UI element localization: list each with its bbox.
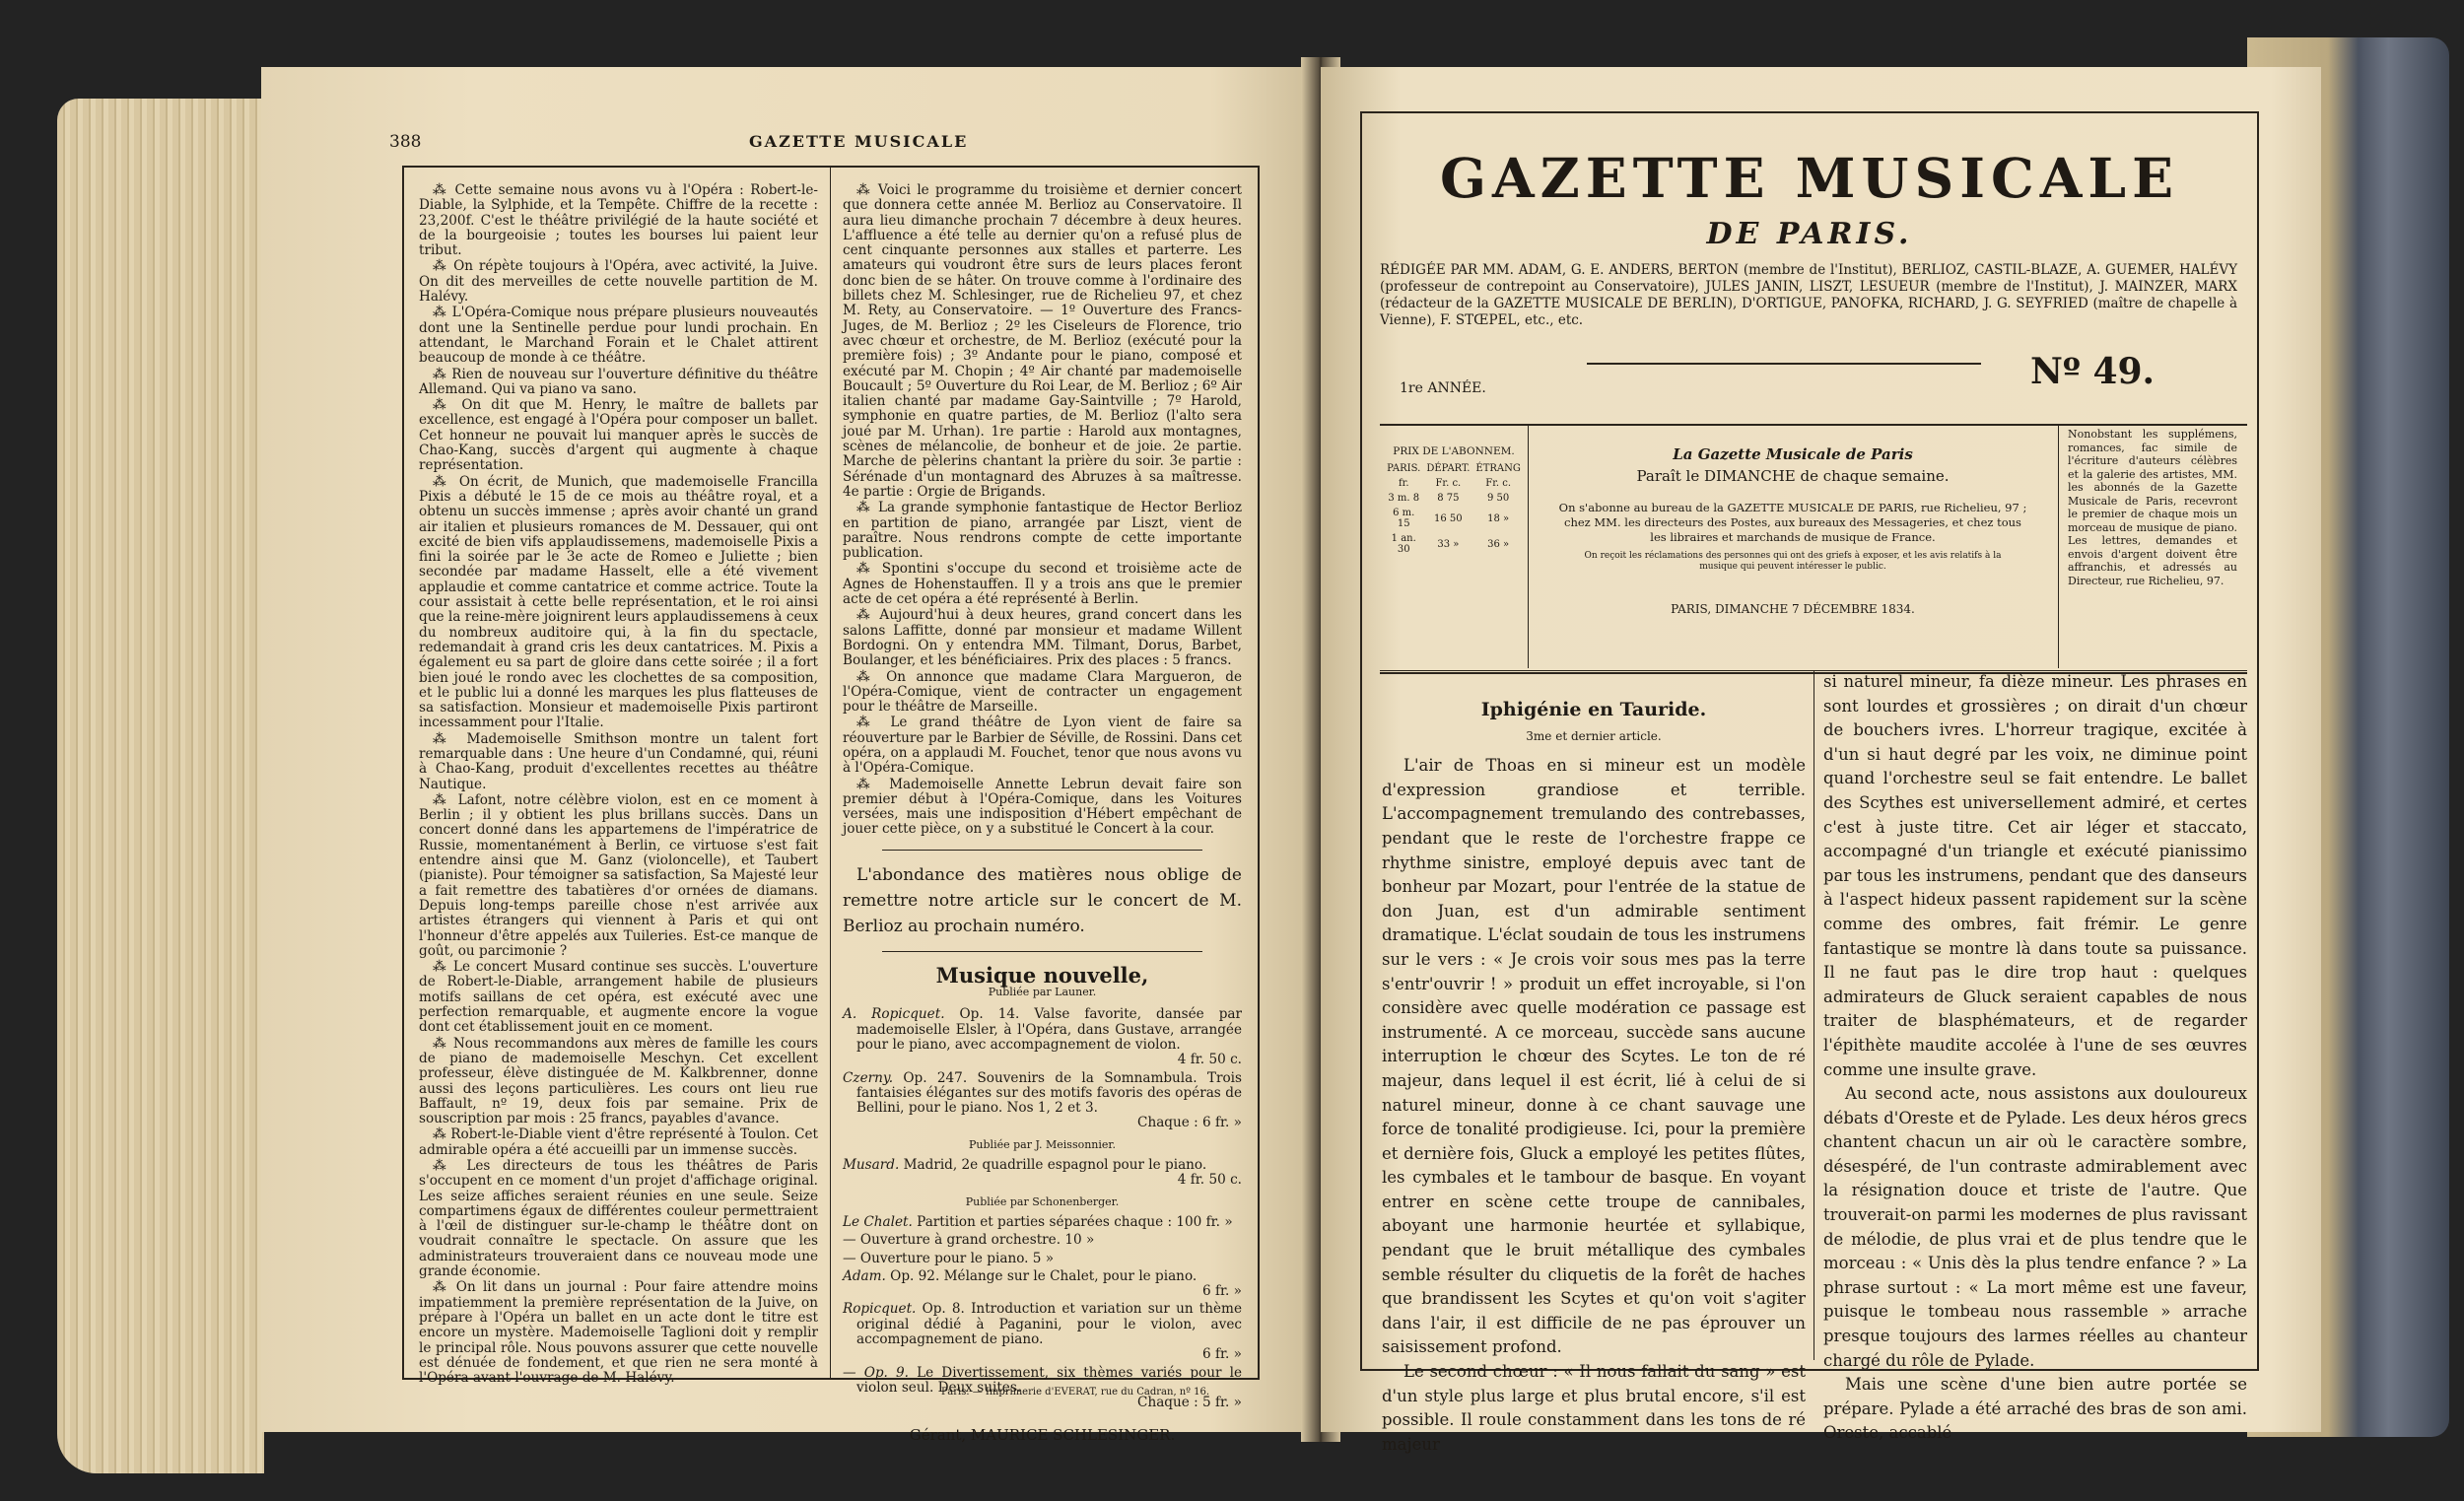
news-item: ⁂ Cette semaine nous avons vu à l'Opéra : Robert-le-Diable, la Sylphide, et la Tempête. Chiffre de la recette : 23,200f. C'est le théâtre privilégié de la haute société et de la bourgeoisie ; toutes les bourses lui paient leur tribut. — [419, 182, 818, 259]
news-item: ⁂ L'Opéra-Comique nous prépare plusieurs nouveautés dont une la Sentinelle perdue pour lundi prochain. En attendant, le Marchand Forain et le Chalet attirent beaucoup de monde à ce théâtre. — [419, 305, 818, 367]
divider — [882, 951, 1202, 952]
news-item: ⁂ On dit que M. Henry, le maître de ballets par excellence, est engagé à l'Opéra pour composer un ballet. Cet honneur ne pouvait lui manquer après le succès de Chao-Kang, succès d'argent qui augmente à chaque représentation. — [419, 397, 818, 474]
column-rule — [830, 166, 831, 1380]
imprint-line: Paris. — Imprimerie d'EVERAT, rue du Cadran, nº 16. — [941, 1387, 1210, 1398]
prices-unit: fr. — [1398, 478, 1409, 489]
supplements-note: Nonobstant les supplémens, romances, fac simile de l'écriture d'auteurs célèbres et la galerie des artistes, MM. les abonnés de la Gazette Musicale de Paris, recevront le premier de chaque mois un morceau de musique de piano. Les lettres, demandes et envois d'argent doivent être affranchis, et adressés au Directeur, rue Richelieu, 97. — [2068, 428, 2237, 587]
prices-cell: 33 » — [1437, 538, 1460, 550]
publication-info — [1528, 426, 2059, 668]
prices-col-header: DÉPART. — [1426, 463, 1471, 474]
prices-col-header: PARIS. — [1387, 463, 1421, 474]
news-column-1 — [419, 182, 818, 1387]
reclamations-note: On reçoit les réclamations des personnes qui ont des griefs à exposer, et les avis relatifs à la musique qui peuvent intéresser le public. — [1584, 551, 2002, 572]
editors-list: RÉDIGÉE PAR MM. ADAM, G. E. ANDERS, BERTON (membre de l'Institut), BERLIOZ, CASTIL-BLAZE, A. GUEMER, HALÉVY (professeur de contrepoint au Conservatoire), JULES JANIN, LISZT, LESUEUR (membre de l'Institut), J. MAINZER, MARX (rédacteur de la GAZETTE MUSICALE DE BERLIN), D'ORTIGUE, PANOFKA, RICHARD, J. G. SEYFRIED (maître de chapelle à Vienne), F. STŒPEL, etc., etc. — [1380, 262, 2237, 328]
news-item: ⁂ Lafont, notre célèbre violon, est en ce moment à Berlin ; il y obtient les plus brillans succès. Dans un concert donné dans les appartemens de l'impératrice de Russie, momentanément à Berlin, ce virtuose s'est fait entendre ainsi que M. Ganz (violoncelle), et Taubert (pianiste). Pour témoigner sa satisfaction, Sa Majesté leur a fait remettre des tabatières d'or ornées de diamans. Depuis long-temps pareille chose n'est arrivée aux artistes étrangers qui viennent à Paris et qui ont l'honneur d'être appelés aux Tuileries. Est-ce manque de goût, ou parcimonie ? — [419, 791, 818, 959]
issue-date: PARIS, DIMANCHE 7 DÉCEMBRE 1834. — [1671, 602, 1915, 616]
prices-cell: 1 an. 30 — [1391, 533, 1416, 555]
article-column-1 — [1382, 698, 1806, 1454]
news-item: ⁂ Nous recommandons aux mères de famille les cours de piano de mademoiselle Meschyn. Cet excellent professeur, élève distinguée de M. Kalkbrenner, donne aussi des leçons particulières. Les cours ont lieu rue Baffault, nº 19, deux fois par semaine. Prix de souscription par mois : 25 francs, payables d'avance. — [419, 1035, 818, 1127]
music-listing: — Op. 9. Le Divertissement, six thèmes variés pour le violon seul. Deux suites. Chaque : 5 fr. » — [843, 1364, 1242, 1411]
news-item: ⁂ Les directeurs de tous les théâtres de Paris s'occupent en ce moment d'un projet d'affichage original. Les seize affiches seraient réunies en une seule. Seize compartimens égaux de différentes couleur permettraient à l'œil de distinguer sur-le-champ le théâtre dont on voudrait connaître le spectacle. On assure que les administrateurs trouveraient dans ce nouveau mode une grande économie. — [419, 1158, 818, 1280]
article-column-2 — [1823, 670, 2247, 1443]
volume-year: 1re ANNÉE. — [1400, 380, 1486, 396]
news-item: ⁂ Mademoiselle Smithson montre un talent fort remarquable dans : Une heure d'un Condamné, qui, réuni à Chao-Kang, produit d'excellentes recettes au théâtre Nautique. — [419, 730, 818, 792]
article-paragraph: Mais une scène d'une bien autre portée se prépare. Pylade a été arraché des bras de son ami. Oreste, accablé — [1823, 1375, 2247, 1443]
gerant-signature: Gérant, MAURICE SCHLESINGER. — [909, 1426, 1176, 1445]
music-listing: Ropicquet. Op. 8. Introduction et variation sur un thème original dédié à Paganini, pour le violon, avec accompagnement de piano. 6 fr. » — [843, 1301, 1242, 1363]
news-item: ⁂ Mademoiselle Annette Lebrun devait faire son premier début à l'Opéra-Comique, dans les Voitures versées, mais une indisposition d'Hébert empêchant de jouer cette pièce, on y a substitué le Concert à la cour. — [843, 776, 1242, 838]
prices-cell: 3 m. 8 — [1388, 493, 1420, 504]
news-item: ⁂ On écrit, de Munich, que mademoiselle Francilla Pixis a débuté le 15 de ce mois au théâtre royal, et a obtenu un succès immense ; après avoir chanté un grand air italien et plusieurs romances de M. Dessauer, qui ont excité de bien vifs applaudissemens, mademoiselle Pixis a fini la soirée par le 3e acte de Romeo e Juliette ; bien secondée par madame Hasselt, elle a été vivement applaudie et comme cantatrice et comme actrice. Toute la cour assistait à cette belle représentation, et le roi ainsi que la reine-mère joignirent leurs applaudissemens à ceux du nombreux auditoire qui, à la fin du spectacle, redemandait à grand cris les deux cantatrices. M. Pixis a également eu sa part de gloire dans cette soirée ; il a fort bien joué le rondo avec les clochettes de sa composition, et le public lui a donné les marques les plus flatteuses de sa satisfaction. Monsieur et mademoiselle Pixis partiront incessamment pour l'Italie. — [419, 473, 818, 731]
news-item: ⁂ Aujourd'hui à deux heures, grand concert dans les salons Laffitte, donné par monsieur et madame Willent Bordogni. On y entendra MM. Tilmant, Dorus, Barbet, Boulanger, et les bénéficiaires. Prix des places : 5 francs. — [843, 607, 1242, 669]
page-number: 388 — [389, 132, 422, 152]
music-listing: A. Ropicquet. Op. 14. Valse favorite, dansée par mademoiselle Elsler, à l'Opéra, dans Gustave, arrangée pour le piano, avec accompagnement de violon. 4 fr. 50 c. — [843, 1006, 1242, 1068]
prices-cell: 9 50 — [1487, 493, 1510, 504]
subscription-prices — [1380, 426, 1529, 668]
music-listing: — Ouverture pour le piano. 5 » — [843, 1250, 1055, 1266]
right-page — [1321, 67, 2321, 1454]
article-paragraph: si naturel mineur, fa dièze mineur. Les phrases en sont lourdes et grossières ; on dirait d'un chœur de bouchers ivres. L'horreur tragique, excitée à d'un si haut degré par les voix, ne diminue point quand l'orchestre seul se fait entendre. Le ballet des Scythes est universellement admiré, et certes c'est à juste titre. Cet air léger et staccato, accompagné d'un triangle et exécuté pianissimo par tous les instrumens, pendant que des danseurs à l'aspect hideux passent rapidement sur la scène comme des ombres, fait frémir. Le genre fantastique se montre là dans toute sa puissance. Il ne faut pas le dire trop haut : quelques admirateurs de Gluck seraient capables de nous traiter de blasphémateurs, et de regarder l'épithète maudite accolée à l'une de ses œuvres comme une insulte grave. — [1823, 672, 2247, 1079]
music-listing: Czerny. Op. 247. Souvenirs de la Somnambula. Trois fantaisies élégantes sur des motifs favoris des opéras de Bellini, pour le piano. Nos 1, 2 et 3. Chaque : 6 fr. » — [843, 1069, 1242, 1131]
publisher-line: Publiée par Launer. — [988, 986, 1097, 999]
left-page — [261, 67, 1316, 1445]
publisher-line: Publiée par Schonenberger. — [965, 1194, 1120, 1208]
prices-table — [1384, 461, 1524, 557]
news-item: ⁂ Spontini s'occupe du second et troisième acte de Agnes de Hohenstauffen. Il y a trois ans que le premier acte de cet opéra a été représenté à Berlin. — [843, 561, 1242, 608]
article-title: Iphigénie en Tauride. — [1480, 699, 1707, 720]
news-item: ⁂ On lit dans un journal : Pour faire attendre moins impatiemment la première représentation de la Juive, on prépare à l'Opéra un ballet en un acte dont le titre est encore un mystère. Mademoiselle Taglioni doit y remplir le principal rôle. Nous pouvons assurer que cette nouvelle est dénuée de fondement, et que rien ne sera monté à l'Opéra avant l'ouvrage de M. Halévy. — [419, 1279, 818, 1387]
news-item: ⁂ Rien de nouveau sur l'ouverture définitive du théâtre Allemand. Qui va piano va sano. — [419, 366, 818, 397]
article-paragraph: Au second acte, nous assistons aux douloureux débats d'Oreste et de Pylade. Les deux héros grecs chantent chacun un air où le caractère sombre, désespéré, de l'un contraste admirablement avec la résignation douce et triste de l'autre. Que trouverait-on parmi les modernes de plus ravissant de mélodie, de plus vrai et de plus tendre que le morceau : « Unis dès la plus tendre enfance ? » La phrase surtout : « La mort même est une faveur, puisque le tombeau nous rassemble » arrache presque toujours des larmes réelles au chanteur chargé du rôle de Pylade. — [1823, 1084, 2247, 1370]
prices-cell: 8 75 — [1437, 493, 1460, 504]
news-item: ⁂ La grande symphonie fantastique de Hector Berlioz en partition de piano, arrangée par Liszt, vient de paraître. Nous rendrons compte de cette importante publication. — [843, 500, 1242, 562]
running-head: GAZETTE MUSICALE — [749, 132, 969, 151]
article-paragraph: L'air de Thoas en si mineur est un modèle d'expression grandiose et terrible. L'accompagnement tremulando des contrebasses, pendant que le reste de l'orchestre frappe ce rhythme sinistre, employé depuis avec tant de bonheur par Mozart, pour l'entrée de la statue de don Juan, est d'un admirable sentiment dramatique. L'éclat soudain de tous les instrumens sur le vers : « Je crois voir sous mes pas la terre s'entr'ouvrir ! » produit un effet incroyable, si l'on considère avec quelle modération ce passage est instrumenté. A ce morceau, succède sans aucune interruption le chœur des Scytes. Le ton de ré majeur, dans lequel il est écrit, lié à celui de si naturel mineur, donne à ce chant sauvage une force de tonalité prodigieuse. Ici, pour la première et dernière fois, Gluck a employé les petites flûtes, les cymbales et le tambour de basque. En voyant entrer en scène cette troupe de cannibales, aboyant une harmonie heurtée et syllabique, pendant que le bruit métallique des cymbales semble résulter du cliquetis de la forêt de haches que brandissent les Scytes et qu'on voit s'agiter dans l'air, il est difficile de ne pas éprouver un saisissement profond. — [1382, 756, 1806, 1357]
prices-heading: PRIX DE L'ABONNEM. — [1393, 445, 1515, 457]
prices-cell: 36 » — [1487, 538, 1510, 550]
music-listing: Le Chalet. Partition et parties séparées chaque : 100 fr. » — [843, 1213, 1233, 1230]
music-listing: Musard. Madrid, 2e quadrille espagnol pour le piano. 4 fr. 50 c. — [843, 1157, 1242, 1189]
news-item: ⁂ On annonce que madame Clara Margueron, de l'Opéra-Comique, vient de contracter un engagement pour le théâtre de Marseille. — [843, 668, 1242, 716]
news-item: ⁂ Le concert Musard continue ses succès. L'ouverture de Robert-le-Diable, arrangement habile de plusieurs motifs saillans de cet opéra, est exécuté avec une perfection remarquable, et augmente encore la vogue dont cet établissement jouit en ce moment. — [419, 959, 818, 1036]
music-listing: Adam. Op. 92. Mélange sur le Chalet, pour le piano. 6 fr. » — [843, 1267, 1242, 1300]
publisher-line: Publiée par J. Meissonnier. — [969, 1137, 1116, 1151]
musique-nouvelle-section — [843, 962, 1242, 1445]
prices-col-header: ÉTRANG — [1475, 463, 1521, 474]
subscription-header-box — [1380, 424, 2247, 674]
prices-unit: Fr. c. — [1485, 478, 1512, 489]
prices-cell: 18 » — [1487, 512, 1510, 524]
article-subtitle: 3me et dernier article. — [1526, 728, 1662, 743]
masthead-subtitle: DE PARIS. — [1706, 217, 1913, 251]
prices-cell: 16 50 — [1434, 512, 1463, 524]
news-item: ⁂ Voici le programme du troisième et dernier concert que donnera cette année M. Berlioz au Conservatoire. Il aura lieu dimanche prochain 7 décembre à deux heures. L'affluence a été telle au dernier qu'on a refusé plus de cent cinquante personnes aux stalles et parterre. Les amateurs qui voudront être surs de leurs places feront donc bien de se hâter. On trouve comme à l'ordinaire des billets chez M. Schlesinger, rue de Richelieu 97, et chez M. Rety, au Conservatoire. — 1º Ouverture des Francs-Juges, de M. Berlioz ; 2º les Ciseleurs de Florence, trio avec chœur et orchestre, de M. Berlioz (exécuté pour la première fois) ; 3º Andante pour le piano, composé et exécuté par M. Chopin ; 4º Air chanté par mademoiselle Boucault ; 5º Ouverture du Roi Lear, de M. Berlioz ; 6º Air italien chanté par madame Gay-Saintville ; 7º Harold, symphonie en quatre parties, de M. Berlioz (l'alto sera joué par M. Urhan). 1re partie : Harold aux montagnes, scènes de mélancolie, de bonheur et de joie. 2e partie. Marche de pèlerins chantant la prière du soir. 3e partie : Sérénade d'un montagnard des Abruzes à sa maîtresse. 4e partie : Orgie de Brigands. — [843, 182, 1242, 500]
prices-cell: 6 m. 15 — [1393, 508, 1415, 529]
music-listing: — Ouverture à grand orchestre. 10 » — [843, 1232, 1095, 1249]
subscription-address: On s'abonne au bureau de la GAZETTE MUSICALE DE PARIS, rue Richelieu, 97 ; chez MM. les directeurs des Postes, aux bureaux des Messageries, et chez tous les libraires et marchands de musique de France. — [1558, 501, 2027, 544]
divider — [882, 850, 1202, 851]
section-title: Musique nouvelle, — [935, 962, 1149, 988]
gazette-name: La Gazette Musicale de Paris — [1673, 445, 1913, 463]
masthead-title: GAZETTE MUSICALE — [1439, 146, 2179, 210]
prices-unit: Fr. c. — [1435, 478, 1462, 489]
news-item: ⁂ On répète toujours à l'Opéra, avec activité, la Juive. On dit des merveilles de cette nouvelle partition de M. Halévy. — [419, 258, 818, 306]
ornament-rule — [1587, 363, 1981, 365]
open-book — [39, 37, 2444, 1471]
publication-day: Paraît le DIMANCHE de chaque semaine. — [1636, 467, 1950, 485]
news-item: ⁂ Le grand théâtre de Lyon vient de faire sa réouverture par le Barbier de Séville, de Rossini. Dans cet opéra, on a applaudi M. Fouchet, tenor que nous avons vu à l'Opéra-Comique. — [843, 715, 1242, 777]
issue-number: Nº 49. — [2030, 351, 2156, 392]
news-item: ⁂ Robert-le-Diable vient d'être représenté à Toulon. Cet admirable opéra a été accueilli par un immense succès. — [419, 1126, 818, 1158]
article-paragraph: Le second chœur : « Il nous fallait du sang » est d'un style plus large et plus brutal encore, s'il est possible. Il roule constamment dans les tons de ré majeur — [1382, 1362, 1806, 1454]
editorial-notice: L'abondance des matières nous oblige de remettre notre article sur le concert de M. Berlioz au prochain numéro. — [843, 864, 1242, 936]
page-edges-left — [57, 99, 264, 1473]
